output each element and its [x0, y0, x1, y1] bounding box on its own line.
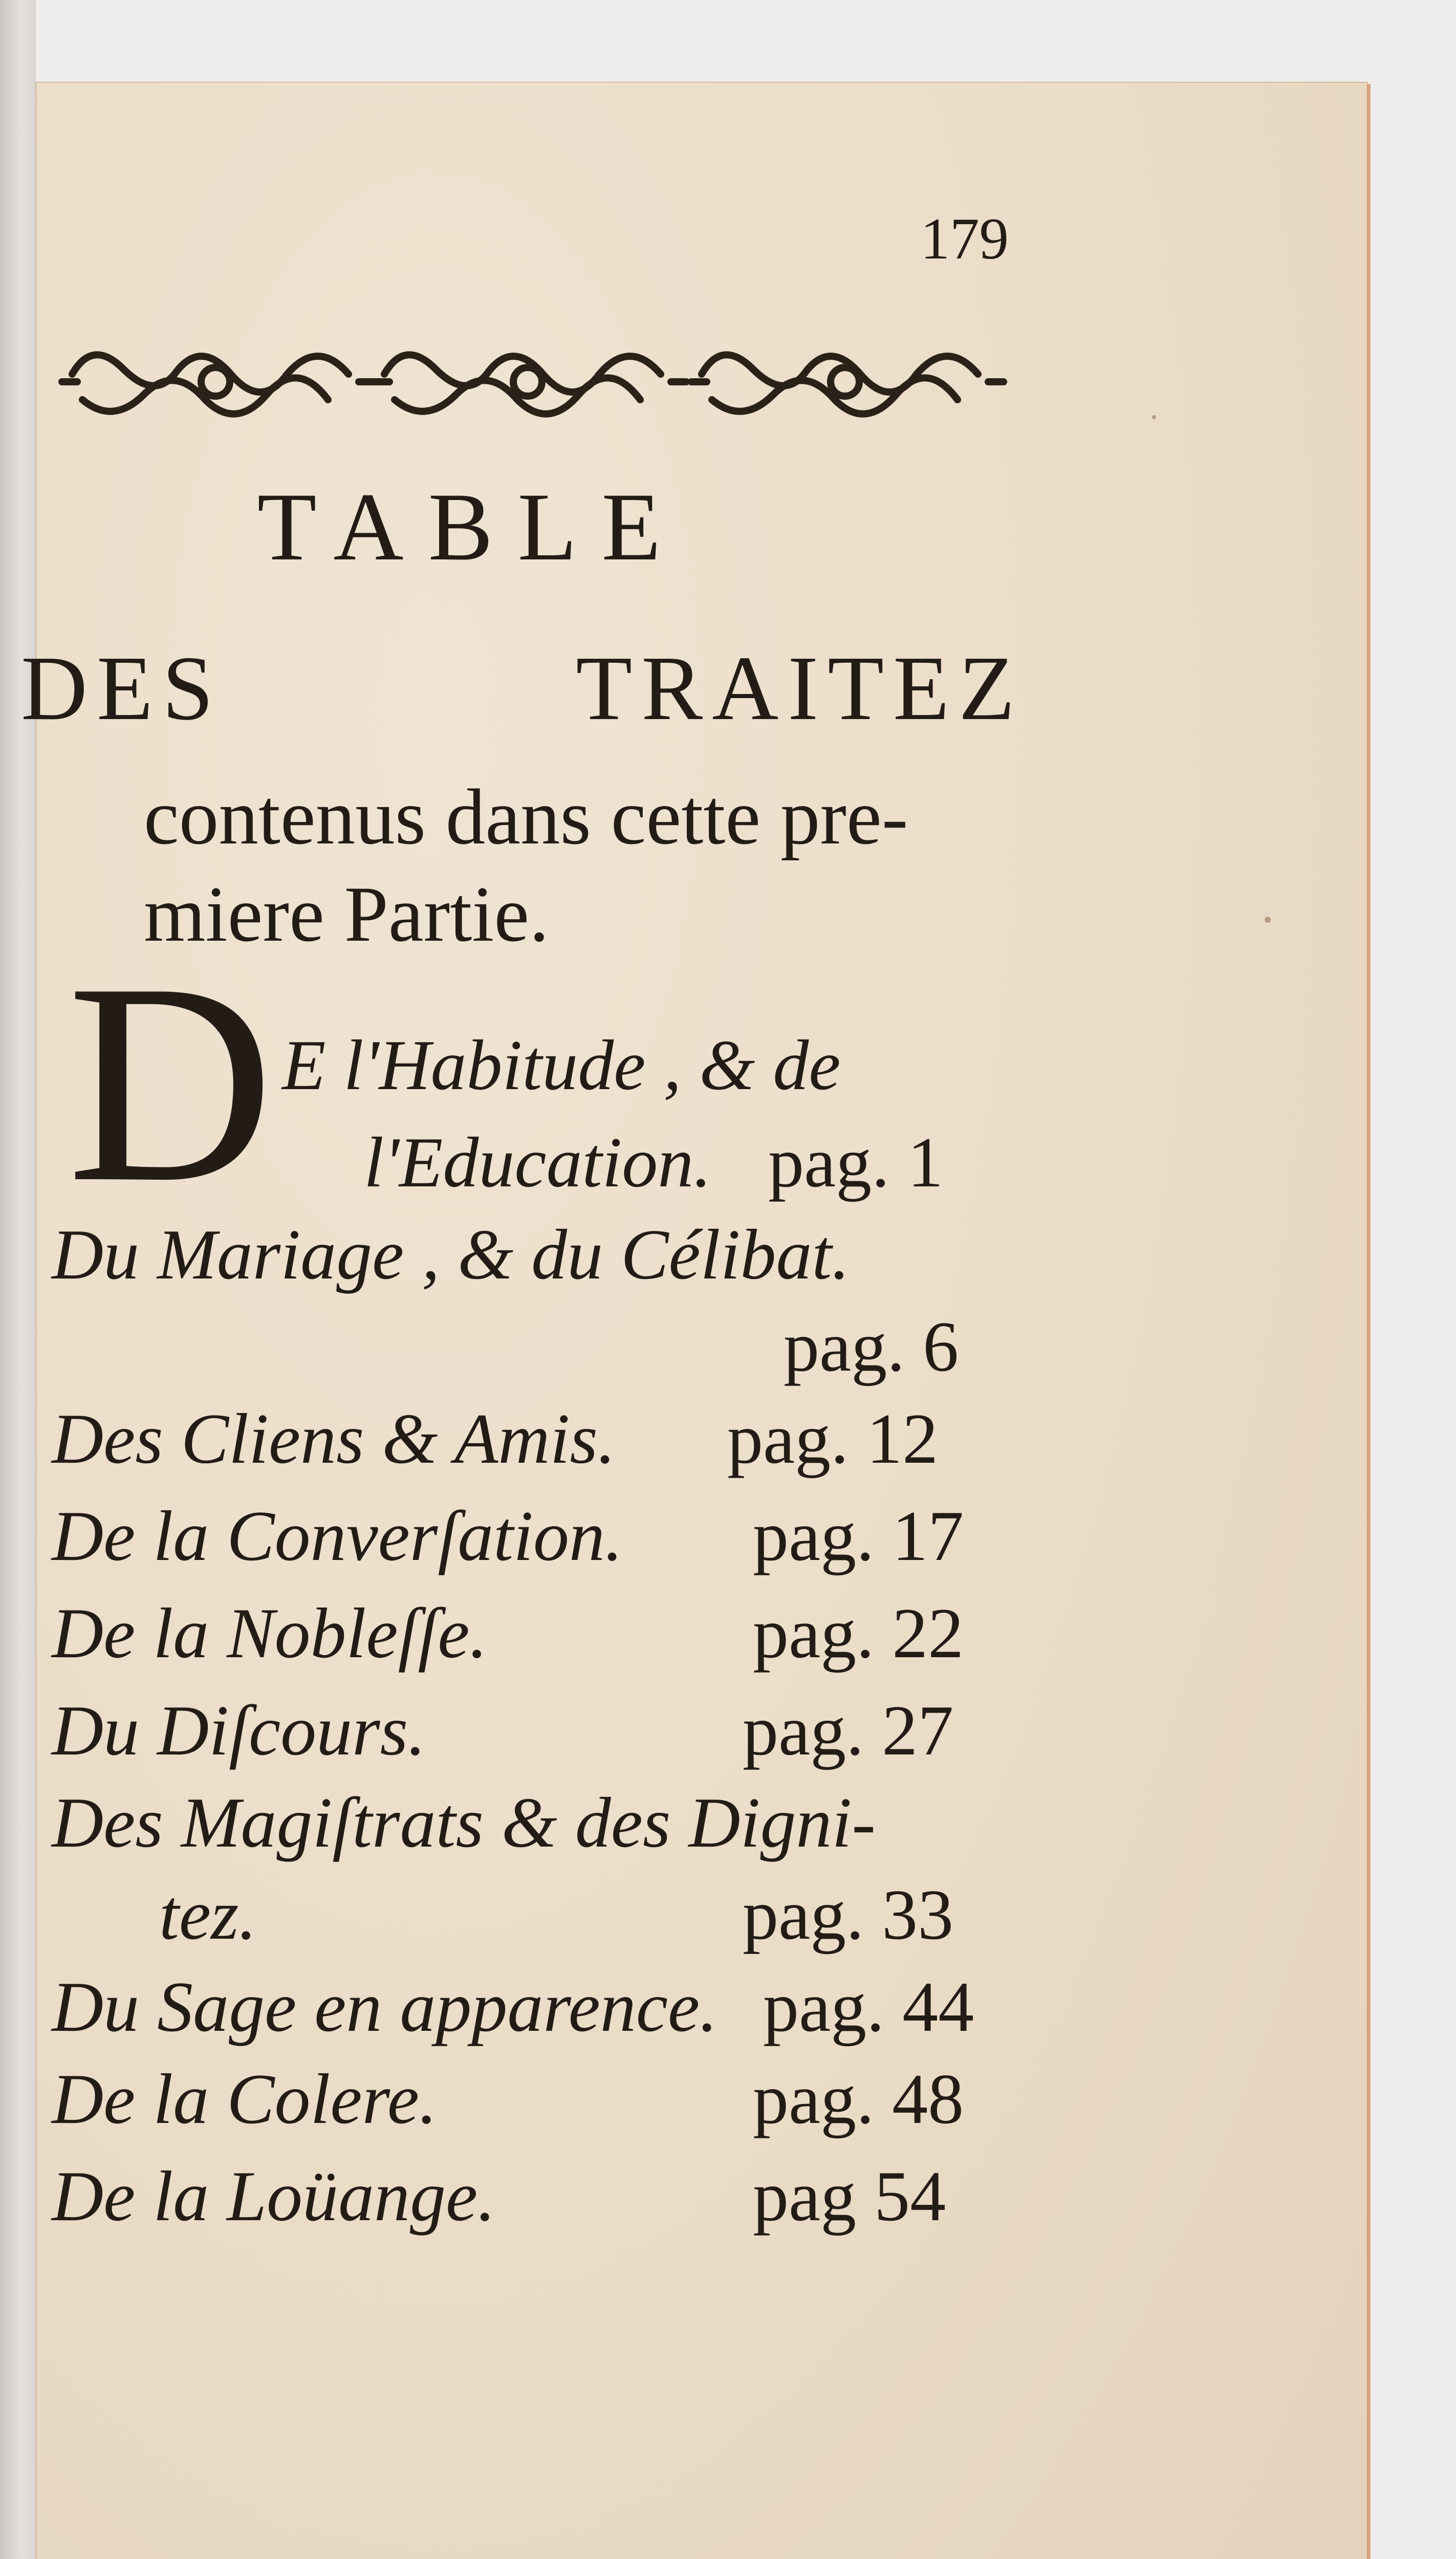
toc-entry: Du Diſcours.	[52, 1691, 426, 1770]
toc-page: pag. 17	[753, 1497, 964, 1576]
page-subtitle	[21, 635, 1024, 741]
toc-entry: Du Sage en apparence.	[52, 1967, 718, 2047]
toc-page: pag 54	[753, 2157, 946, 2236]
toc-entry: Des Magiſtrats & des Digni-	[52, 1783, 876, 1862]
toc-page: pag. 44	[763, 1967, 974, 2047]
intro-line: miere Partie.	[144, 870, 549, 958]
page-title: TABLE	[257, 473, 686, 581]
subtitle-word: DES	[21, 637, 223, 739]
toc-page: pag. 48	[753, 2059, 964, 2139]
intro-text	[144, 768, 1039, 963]
page-number: 179	[920, 206, 1009, 271]
paper-speck	[1152, 415, 1156, 419]
toc-page: pag. 27	[743, 1691, 954, 1770]
toc-page: pag. 22	[753, 1594, 964, 1673]
toc-entry: tez.	[159, 1875, 257, 1955]
toc-page: pag. 33	[743, 1875, 954, 1955]
intro-line: contenus dans cette pre-	[144, 773, 908, 861]
toc-entry: De la Converſation.	[52, 1497, 623, 1576]
toc-entry: De la Nobleſſe.	[52, 1594, 488, 1673]
toc-entry: Des Cliens & Amis.	[52, 1399, 616, 1479]
page-gutter-shadow	[0, 0, 36, 2559]
toc-entry: Du Mariage , & du Célibat.	[52, 1215, 850, 1294]
toc-entry: De la Colere.	[52, 2059, 437, 2139]
toc-page: pag. 6	[784, 1307, 959, 1386]
toc-page: pag. 12	[727, 1399, 939, 1479]
drop-cap: D	[67, 924, 274, 1242]
toc-entry: De la Loüange.	[52, 2157, 496, 2236]
paper-speck	[1265, 917, 1271, 923]
book-page	[21, 82, 1367, 2559]
toc-entry: E l'Habitude , & de	[282, 1026, 841, 1105]
ornament-band	[47, 318, 1019, 425]
toc-entry: l'Education.	[364, 1123, 712, 1202]
toc-page: pag. 1	[768, 1123, 944, 1202]
subtitle-word: TRAITEZ	[576, 637, 1024, 739]
